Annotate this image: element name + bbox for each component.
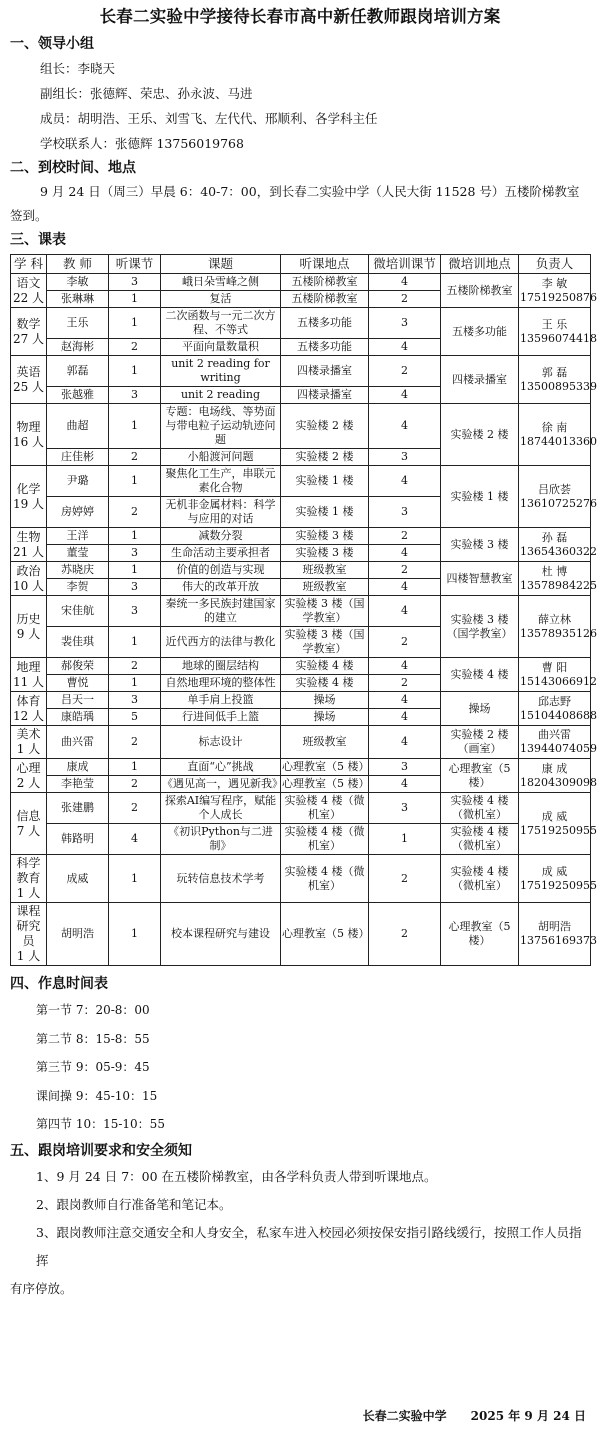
cell-training-lesson: 4 bbox=[369, 726, 441, 759]
cell-location: 班级教室 bbox=[281, 562, 369, 579]
cell-training-lesson: 4 bbox=[369, 709, 441, 726]
cell-location: 班级教室 bbox=[281, 579, 369, 596]
table-header-row bbox=[11, 255, 591, 274]
cell-teacher: 王乐 bbox=[47, 308, 109, 339]
cell-topic: 直面“心”挑战 bbox=[161, 759, 281, 776]
cell-topic: 伟大的改革开放 bbox=[161, 579, 281, 596]
cell-location: 实验楼 3 楼 bbox=[281, 545, 369, 562]
cell-training-lesson: 2 bbox=[369, 562, 441, 579]
cell-topic: unit 2 reading bbox=[161, 387, 281, 404]
cell-location: 班级教室 bbox=[281, 726, 369, 759]
cell-location: 实验楼 4 楼（微机室） bbox=[281, 855, 369, 903]
table-row bbox=[11, 903, 591, 966]
cell-training-lesson: 4 bbox=[369, 658, 441, 675]
cell-location: 实验楼 2 楼 bbox=[281, 449, 369, 466]
cell-lesson: 2 bbox=[109, 793, 161, 824]
cell-teacher: 李艳莹 bbox=[47, 776, 109, 793]
cell-owner: 成 威 17519250955 bbox=[519, 855, 591, 903]
cell-subject: 课程 研究 员 1 人 bbox=[11, 903, 47, 966]
cell-lesson: 2 bbox=[109, 339, 161, 356]
cell-lesson: 2 bbox=[109, 497, 161, 528]
section-heading-timetable: 四、作息时间表 bbox=[10, 976, 108, 992]
cell-topic: 标志设计 bbox=[161, 726, 281, 759]
timetable-item: 第四节 10：15-10：55 bbox=[36, 1117, 165, 1131]
cell-teacher: 庄佳彬 bbox=[47, 449, 109, 466]
cell-lesson: 1 bbox=[109, 356, 161, 387]
cell-lesson: 1 bbox=[109, 759, 161, 776]
cell-location: 五楼阶梯教室 bbox=[281, 274, 369, 291]
cell-location: 实验楼 3 楼（国学教室） bbox=[281, 627, 369, 658]
cell-teacher: 张琳琳 bbox=[47, 291, 109, 308]
header-lesson: 听课节 bbox=[109, 255, 161, 274]
cell-lesson: 3 bbox=[109, 545, 161, 562]
cell-topic: 平面向量数量积 bbox=[161, 339, 281, 356]
cell-owner: 邱志野 15104408688 bbox=[519, 692, 591, 726]
arrival-text: 9 月 24 日（周三）早晨 6：40-7：00，到长春二实验中学（人民大街 11528 号）五楼阶梯教室签到。 bbox=[10, 184, 580, 223]
cell-teacher: 房婷婷 bbox=[47, 497, 109, 528]
cell-topic: 复活 bbox=[161, 291, 281, 308]
cell-training-place: 心理教室（5 楼） bbox=[441, 903, 519, 966]
footer-date: 2025 年 9 月 24 日 bbox=[470, 1409, 586, 1423]
cell-training-place: 实验楼 4 楼（微机室） bbox=[441, 793, 519, 824]
cell-training-place: 四楼录播室 bbox=[441, 356, 519, 404]
cell-teacher: 李贺 bbox=[47, 579, 109, 596]
table-row bbox=[11, 793, 591, 824]
cell-subject: 政治 10 人 bbox=[11, 562, 47, 596]
cell-owner: 孙 磊 13654360322 bbox=[519, 528, 591, 562]
cell-owner: 王 乐 13596074418 bbox=[519, 308, 591, 356]
cell-training-lesson: 2 bbox=[369, 855, 441, 903]
requirement-item: 3、跟岗教师注意交通安全和人身安全，私家车进入校园必须按保安指引路线缓行，按照工作人员指挥 bbox=[36, 1224, 582, 1268]
cell-lesson: 1 bbox=[109, 308, 161, 339]
requirement-item-continuation: 有序停放。 bbox=[10, 1280, 73, 1296]
cell-subject: 语文 22 人 bbox=[11, 274, 47, 308]
cell-topic: 聚焦化工生产，串联元素化合物 bbox=[161, 466, 281, 497]
cell-training-lesson: 3 bbox=[369, 497, 441, 528]
cell-subject: 美术 1 人 bbox=[11, 726, 47, 759]
cell-location: 操场 bbox=[281, 692, 369, 709]
cell-owner: 吕欣荟 13610725276 bbox=[519, 466, 591, 528]
cell-subject: 数学 27 人 bbox=[11, 308, 47, 356]
cell-training-lesson: 4 bbox=[369, 404, 441, 449]
header-topic: 课题 bbox=[161, 255, 281, 274]
cell-owner: 成 威 17519250955 bbox=[519, 793, 591, 855]
cell-lesson: 1 bbox=[109, 562, 161, 579]
timetable-item: 第二节 8：15-8：55 bbox=[36, 1031, 150, 1046]
cell-lesson: 1 bbox=[109, 903, 161, 966]
table-row bbox=[11, 692, 591, 709]
cell-training-lesson: 1 bbox=[369, 824, 441, 855]
cell-owner: 曹 阳 15143066912 bbox=[519, 658, 591, 692]
cell-topic: 小船渡河问题 bbox=[161, 449, 281, 466]
cell-location: 心理教室（5 楼） bbox=[281, 759, 369, 776]
cell-lesson: 1 bbox=[109, 528, 161, 545]
cell-lesson: 3 bbox=[109, 579, 161, 596]
cell-training-lesson: 2 bbox=[369, 627, 441, 658]
cell-training-lesson: 2 bbox=[369, 903, 441, 966]
cell-training-place: 五楼多功能 bbox=[441, 308, 519, 356]
cell-teacher: 董莹 bbox=[47, 545, 109, 562]
cell-topic: 近代西方的法律与教化 bbox=[161, 627, 281, 658]
table-row bbox=[11, 466, 591, 497]
cell-lesson: 3 bbox=[109, 387, 161, 404]
table-row bbox=[11, 308, 591, 339]
cell-training-lesson: 4 bbox=[369, 545, 441, 562]
table-row bbox=[11, 274, 591, 291]
header-location: 听课地点 bbox=[281, 255, 369, 274]
cell-teacher: 曲超 bbox=[47, 404, 109, 449]
footer-school: 长春二实验中学 bbox=[362, 1409, 447, 1423]
cell-training-lesson: 3 bbox=[369, 793, 441, 824]
cell-training-lesson: 2 bbox=[369, 356, 441, 387]
cell-lesson: 1 bbox=[109, 627, 161, 658]
cell-training-lesson: 4 bbox=[369, 274, 441, 291]
cell-subject: 体育 12 人 bbox=[11, 692, 47, 726]
cell-teacher: 吕天一 bbox=[47, 692, 109, 709]
cell-training-lesson: 4 bbox=[369, 692, 441, 709]
cell-owner: 李 敏 17519250876 bbox=[519, 274, 591, 308]
cell-location: 心理教室（5 楼） bbox=[281, 776, 369, 793]
cell-training-lesson: 3 bbox=[369, 449, 441, 466]
cell-training-lesson: 2 bbox=[369, 528, 441, 545]
cell-lesson: 1 bbox=[109, 466, 161, 497]
cell-owner: 杜 博 13578984225 bbox=[519, 562, 591, 596]
timetable-item: 课间操 9：45-10：15 bbox=[36, 1088, 158, 1103]
cell-subject: 心理 2 人 bbox=[11, 759, 47, 793]
cell-topic: 行进间低手上篮 bbox=[161, 709, 281, 726]
cell-teacher: 李敏 bbox=[47, 274, 109, 291]
cell-topic: 峨日朵雪峰之侧 bbox=[161, 274, 281, 291]
cell-training-place: 实验楼 4 楼（微机室） bbox=[441, 855, 519, 903]
cell-lesson: 1 bbox=[109, 675, 161, 692]
table-row bbox=[11, 356, 591, 387]
table-row bbox=[11, 759, 591, 776]
table-row bbox=[11, 855, 591, 903]
members-line: 成员：胡明浩、王乐、刘雪飞、左代代、邢顺利、各学科主任 bbox=[40, 111, 378, 126]
cell-training-place: 实验楼 2 楼 bbox=[441, 404, 519, 466]
cell-location: 五楼多功能 bbox=[281, 339, 369, 356]
cell-training-lesson: 4 bbox=[369, 776, 441, 793]
cell-training-place: 实验楼 3 楼 bbox=[441, 528, 519, 562]
cell-topic: 地球的圈层结构 bbox=[161, 658, 281, 675]
cell-topic: 《遇见高一，遇见新我》 bbox=[161, 776, 281, 793]
cell-topic: 无机非金属材料：科学与应用的对话 bbox=[161, 497, 281, 528]
cell-training-lesson: 4 bbox=[369, 596, 441, 627]
header-training-place: 微培训地点 bbox=[441, 255, 519, 274]
timetable-item: 第一节 7：20-8：00 bbox=[36, 1003, 150, 1017]
cell-training-lesson: 2 bbox=[369, 675, 441, 692]
section-heading-requirements: 五、跟岗培训要求和安全须知 bbox=[10, 1142, 192, 1159]
deputy-line: 副组长：张德辉、荣忠、孙永波、马进 bbox=[40, 86, 253, 101]
cell-topic: 价值的创造与实现 bbox=[161, 562, 281, 579]
cell-subject: 英语 25 人 bbox=[11, 356, 47, 404]
cell-topic: 单手肩上投篮 bbox=[161, 692, 281, 709]
cell-training-place: 操场 bbox=[441, 692, 519, 726]
section-heading-arrival: 二、到校时间、地点 bbox=[10, 160, 136, 176]
cell-lesson: 1 bbox=[109, 855, 161, 903]
section-heading-leadership: 一、领导小组 bbox=[10, 36, 94, 52]
cell-subject: 信息 7 人 bbox=[11, 793, 47, 855]
cell-training-lesson: 4 bbox=[369, 387, 441, 404]
cell-owner: 徐 南 18744013360 bbox=[519, 404, 591, 466]
cell-teacher: 王洋 bbox=[47, 528, 109, 545]
cell-lesson: 3 bbox=[109, 274, 161, 291]
cell-teacher: 张越雅 bbox=[47, 387, 109, 404]
cell-teacher: 康皓瑀 bbox=[47, 709, 109, 726]
cell-location: 实验楼 4 楼 bbox=[281, 675, 369, 692]
cell-teacher: 郭磊 bbox=[47, 356, 109, 387]
cell-topic: 自然地理环境的整体性 bbox=[161, 675, 281, 692]
cell-location: 实验楼 4 楼（微机室） bbox=[281, 793, 369, 824]
cell-training-place: 实验楼 2 楼（画室） bbox=[441, 726, 519, 759]
cell-training-place: 实验楼 4 楼（微机室） bbox=[441, 824, 519, 855]
requirement-item: 1、9 月 24 日 7：00 在五楼阶梯教室，由各学科负责人带到听课地点。 bbox=[36, 1168, 437, 1184]
cell-teacher: 胡明浩 bbox=[47, 903, 109, 966]
cell-teacher: 郝俊荣 bbox=[47, 658, 109, 675]
table-row bbox=[11, 562, 591, 579]
cell-training-place: 实验楼 3 楼（国学教室） bbox=[441, 596, 519, 658]
schedule-body bbox=[11, 274, 597, 966]
table-row bbox=[11, 528, 591, 545]
cell-teacher: 尹璐 bbox=[47, 466, 109, 497]
cell-teacher: 韩路明 bbox=[47, 824, 109, 855]
cell-subject: 科学 教育 1 人 bbox=[11, 855, 47, 903]
cell-training-lesson: 2 bbox=[369, 291, 441, 308]
table-row bbox=[11, 658, 591, 675]
cell-location: 实验楼 4 楼（微机室） bbox=[281, 824, 369, 855]
cell-owner: 薛立林 13578935126 bbox=[519, 596, 591, 658]
cell-location: 实验楼 3 楼（国学教室） bbox=[281, 596, 369, 627]
cell-teacher: 成威 bbox=[47, 855, 109, 903]
cell-subject: 地理 11 人 bbox=[11, 658, 47, 692]
cell-topic: 玩转信息技术学考 bbox=[161, 855, 281, 903]
cell-teacher: 赵海彬 bbox=[47, 339, 109, 356]
cell-location: 实验楼 2 楼 bbox=[281, 404, 369, 449]
cell-lesson: 3 bbox=[109, 692, 161, 709]
cell-training-lesson: 3 bbox=[369, 308, 441, 339]
cell-training-lesson: 4 bbox=[369, 466, 441, 497]
cell-training-place: 实验楼 4 楼 bbox=[441, 658, 519, 692]
cell-training-place: 实验楼 1 楼 bbox=[441, 466, 519, 528]
cell-topic: 校本课程研究与建设 bbox=[161, 903, 281, 966]
page-title: 长春二实验中学接待长春市高中新任教师跟岗培训方案 bbox=[99, 7, 501, 26]
header-teacher: 教 师 bbox=[47, 255, 109, 274]
cell-training-lesson: 4 bbox=[369, 579, 441, 596]
cell-teacher: 康成 bbox=[47, 759, 109, 776]
cell-lesson: 2 bbox=[109, 726, 161, 759]
header-subject: 学 科 bbox=[11, 255, 47, 274]
leader-line: 组长：李晓天 bbox=[40, 61, 116, 76]
schedule-table bbox=[10, 254, 597, 966]
cell-topic: 专题：电场线、等势面与带电粒子运动轨迹问题 bbox=[161, 404, 281, 449]
cell-teacher: 裴佳琪 bbox=[47, 627, 109, 658]
footer-signature bbox=[339, 1407, 586, 1424]
cell-location: 五楼多功能 bbox=[281, 308, 369, 339]
cell-location: 操场 bbox=[281, 709, 369, 726]
cell-topic: 减数分裂 bbox=[161, 528, 281, 545]
cell-training-place: 心理教室（5 楼） bbox=[441, 759, 519, 793]
section-heading-schedule: 三、课表 bbox=[10, 232, 66, 248]
header-training-lesson: 微培训课节 bbox=[369, 255, 441, 274]
cell-location: 实验楼 1 楼 bbox=[281, 497, 369, 528]
cell-topic: 探索AI编写程序，赋能个人成长 bbox=[161, 793, 281, 824]
cell-topic: unit 2 reading for writing bbox=[161, 356, 281, 387]
cell-topic: 生命活动主要承担者 bbox=[161, 545, 281, 562]
table-row bbox=[11, 596, 591, 627]
table-row bbox=[11, 824, 591, 855]
header-owner: 负责人 bbox=[519, 255, 591, 274]
cell-teacher: 宋佳航 bbox=[47, 596, 109, 627]
cell-lesson: 1 bbox=[109, 291, 161, 308]
cell-teacher: 张建鹏 bbox=[47, 793, 109, 824]
cell-owner: 胡明浩 13756169373 bbox=[519, 903, 591, 966]
cell-owner: 郭 磊 13500895339 bbox=[519, 356, 591, 404]
cell-subject: 化学 19 人 bbox=[11, 466, 47, 528]
cell-topic: 《初识Python与二进制》 bbox=[161, 824, 281, 855]
table-row bbox=[11, 404, 591, 449]
cell-teacher: 曹悦 bbox=[47, 675, 109, 692]
cell-location: 实验楼 3 楼 bbox=[281, 528, 369, 545]
cell-subject: 物理 16 人 bbox=[11, 404, 47, 466]
cell-lesson: 4 bbox=[109, 824, 161, 855]
cell-owner: 曲兴雷 13944074059 bbox=[519, 726, 591, 759]
cell-location: 心理教室（5 楼） bbox=[281, 903, 369, 966]
cell-location: 五楼阶梯教室 bbox=[281, 291, 369, 308]
cell-topic: 二次函数与一元二次方程、不等式 bbox=[161, 308, 281, 339]
cell-location: 四楼录播室 bbox=[281, 387, 369, 404]
cell-lesson: 2 bbox=[109, 658, 161, 675]
cell-subject: 生物 21 人 bbox=[11, 528, 47, 562]
cell-owner: 康 成 18204309098 bbox=[519, 759, 591, 793]
cell-lesson: 2 bbox=[109, 449, 161, 466]
cell-location: 实验楼 4 楼 bbox=[281, 658, 369, 675]
cell-teacher: 曲兴雷 bbox=[47, 726, 109, 759]
cell-teacher: 苏晓庆 bbox=[47, 562, 109, 579]
cell-lesson: 3 bbox=[109, 596, 161, 627]
cell-topic: 秦统一多民族封建国家的建立 bbox=[161, 596, 281, 627]
cell-lesson: 5 bbox=[109, 709, 161, 726]
cell-lesson: 2 bbox=[109, 776, 161, 793]
cell-lesson: 1 bbox=[109, 404, 161, 449]
cell-training-place: 四楼智慧教室 bbox=[441, 562, 519, 596]
cell-subject: 历史 9 人 bbox=[11, 596, 47, 658]
cell-location: 实验楼 1 楼 bbox=[281, 466, 369, 497]
timetable-item: 第三节 9：05-9：45 bbox=[36, 1060, 150, 1074]
cell-location: 四楼录播室 bbox=[281, 356, 369, 387]
contact-line: 学校联系人：张德辉 13756019768 bbox=[40, 136, 244, 151]
cell-training-lesson: 4 bbox=[369, 339, 441, 356]
table-row bbox=[11, 726, 591, 759]
cell-training-place: 五楼阶梯教室 bbox=[441, 274, 519, 308]
cell-training-lesson: 3 bbox=[369, 759, 441, 776]
requirement-item: 2、跟岗教师自行准备笔和笔记本。 bbox=[36, 1196, 232, 1212]
